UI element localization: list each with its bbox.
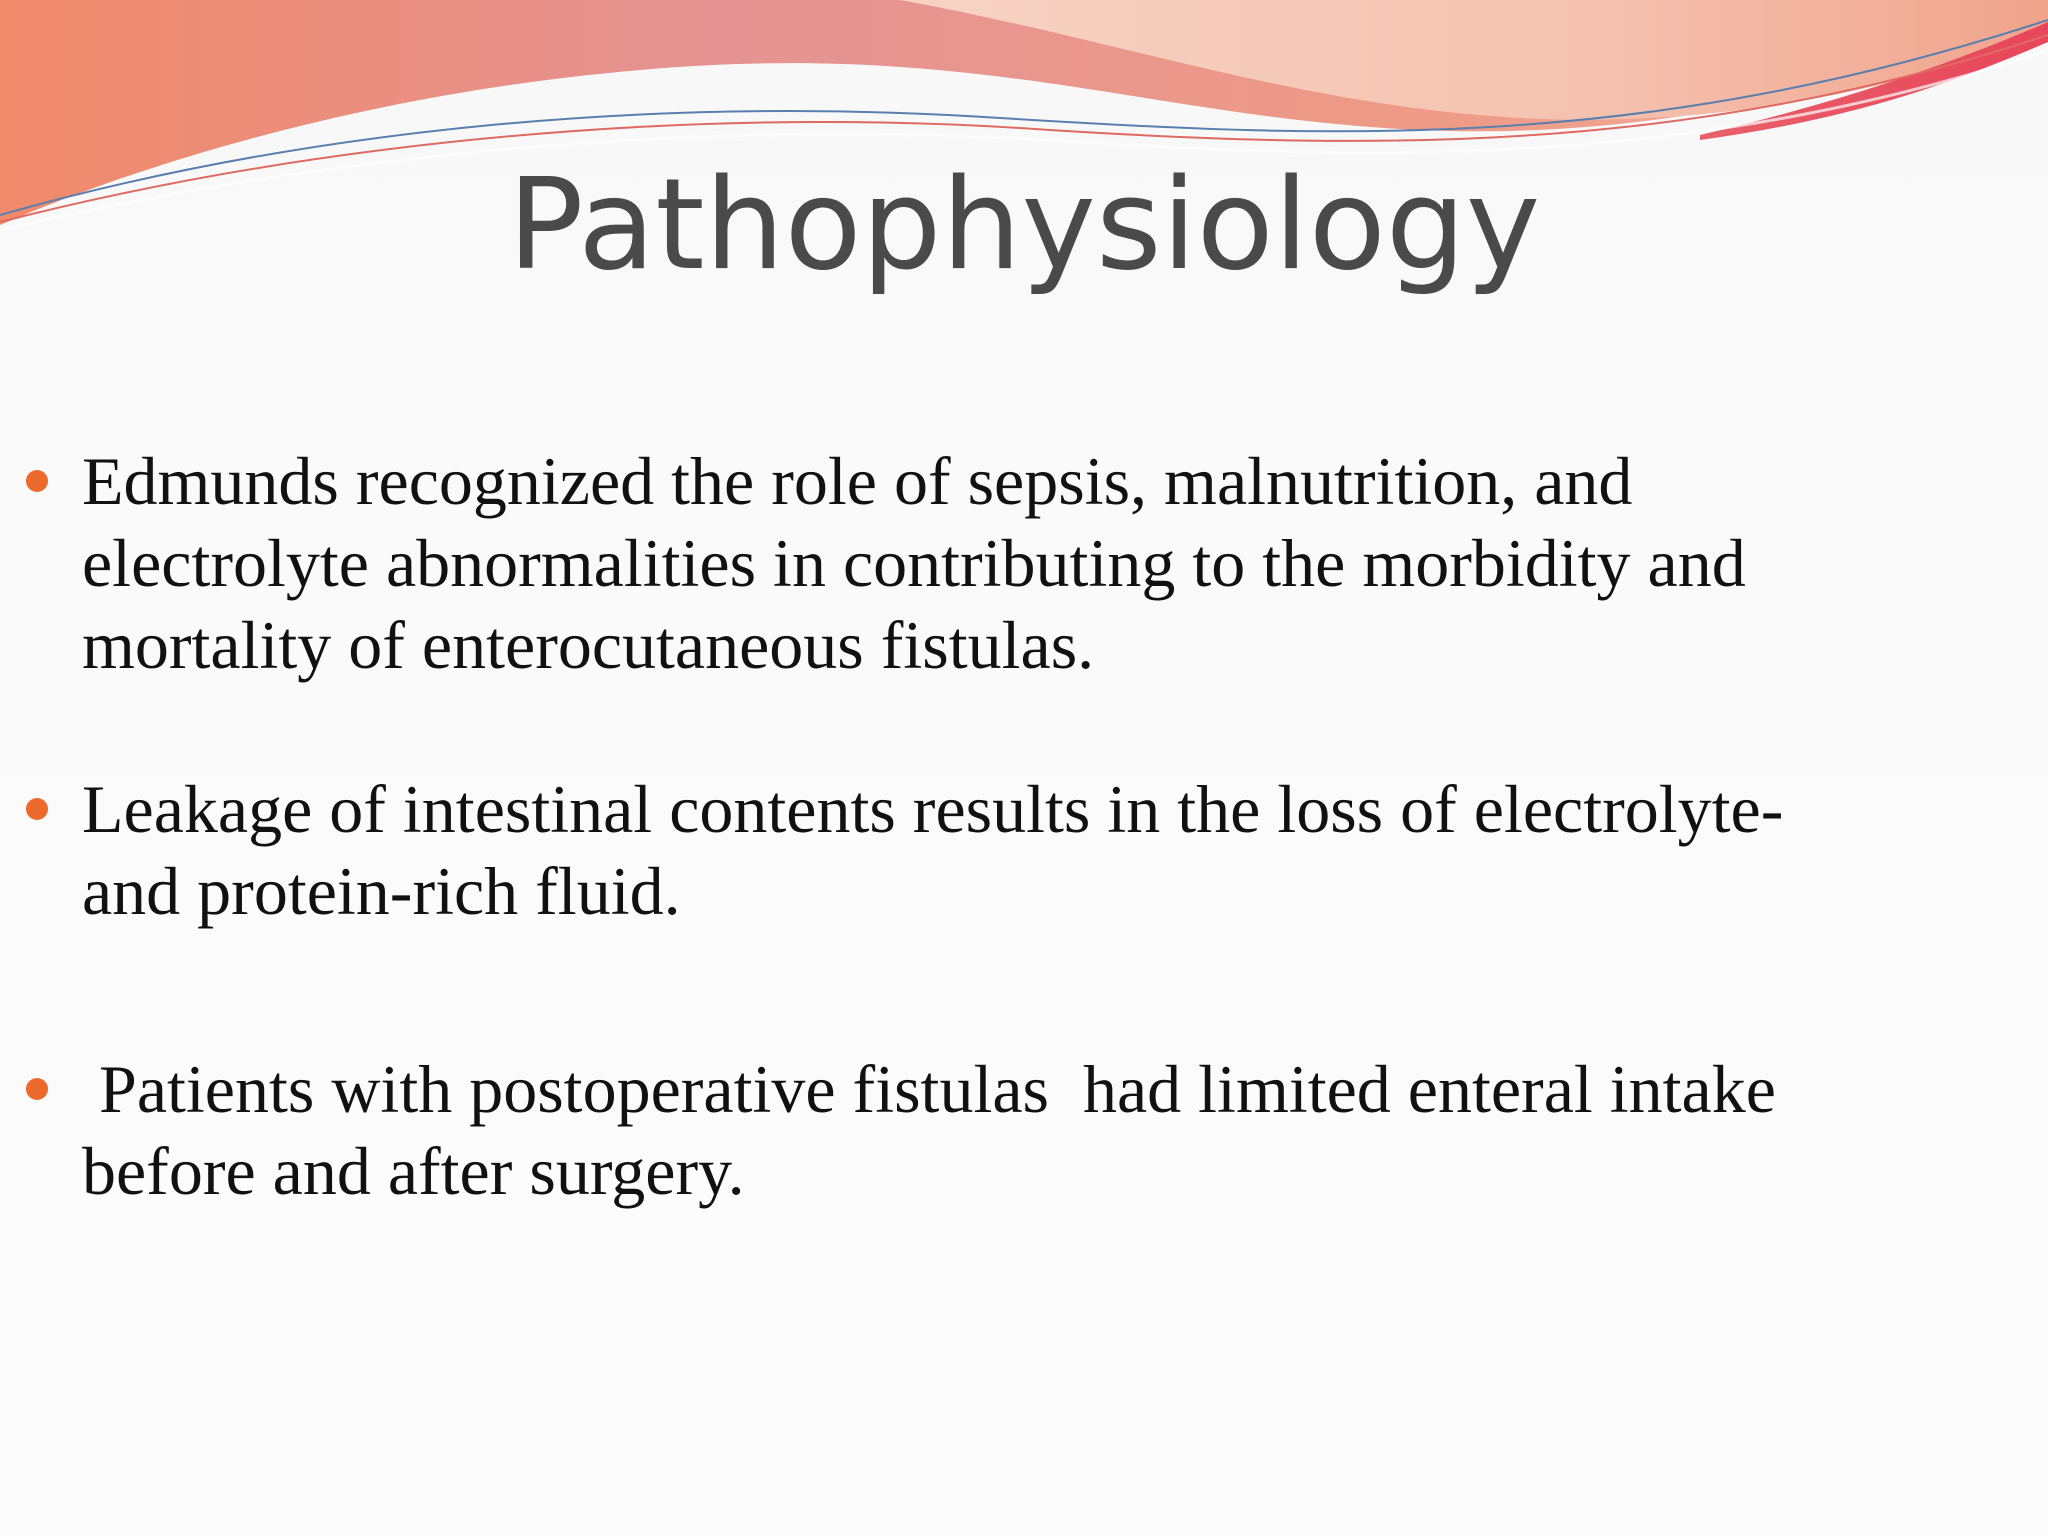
bullet-line: Patients with postoperative fistulas had limited enteral intake	[82, 1051, 1776, 1127]
bullet-dot-icon	[26, 798, 48, 820]
bullet-line: electrolyte abnormalities in contributing to the morbidity and	[82, 525, 1746, 601]
bullet-line: Leakage of intestinal contents results in the loss of electrolyte-	[82, 771, 1784, 847]
bullet-line: and protein-rich fluid.	[82, 853, 681, 929]
bullet-line: mortality of enterocutaneous fistulas.	[82, 607, 1095, 683]
bullet-dot-icon	[26, 470, 48, 492]
bullet-item	[82, 440, 1982, 686]
bullet-line: before and after surgery.	[82, 1133, 745, 1209]
bullet-line: Edmunds recognized the role of sepsis, malnutrition, and	[82, 443, 1633, 519]
bullet-item	[82, 768, 1982, 932]
bullet-item	[82, 1048, 1982, 1212]
slide-title: Pathophysiology	[507, 151, 1541, 298]
bullet-dot-icon	[26, 1078, 48, 1100]
